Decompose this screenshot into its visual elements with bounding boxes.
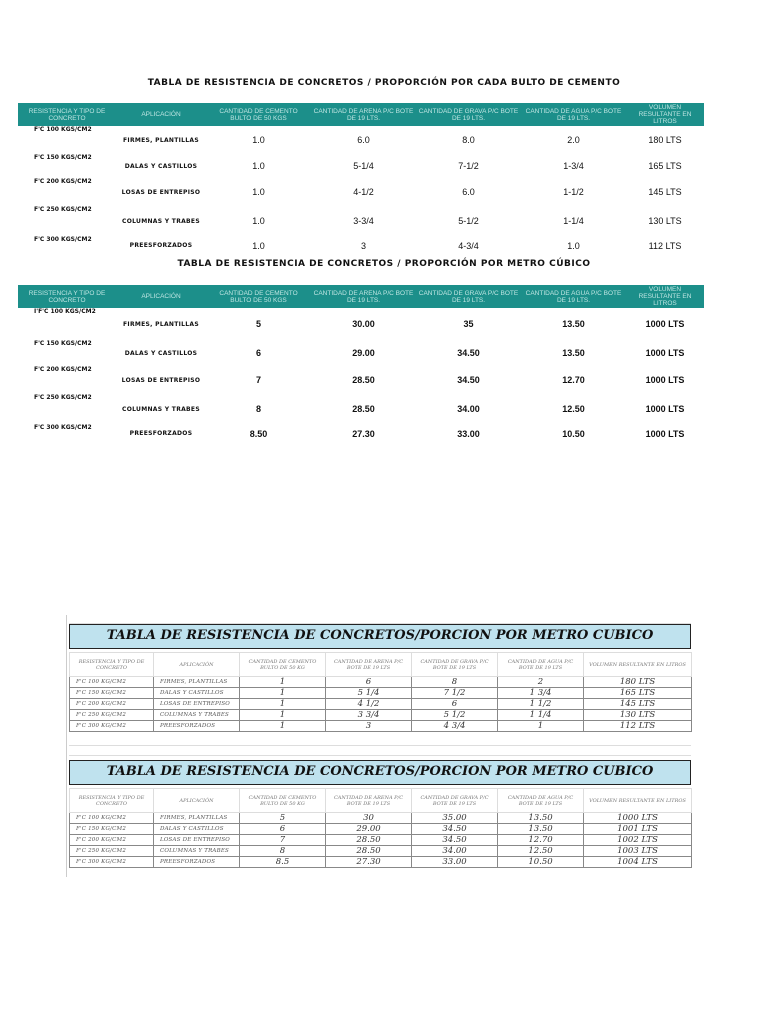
sheet-row [70, 835, 692, 846]
sheet-resistance-cell: F'C 300 KG/CM2 [70, 857, 154, 868]
volume-cell: 1000 LTS [645, 428, 685, 439]
sheet-resistance-cell: F'C 150 KG/CM2 [70, 688, 154, 699]
sheet1-title: TABLA DE RESISTENCIA DE CONCRETOS/PORCION POR METRO CUBICO [69, 624, 691, 649]
sheet-application-cell: PREESFORZADOS [154, 857, 240, 868]
table-row [18, 178, 704, 206]
sheet-row [70, 688, 692, 699]
sheet2-table [69, 788, 692, 868]
sheet-sand-cell: 6 [326, 677, 412, 688]
sheet-header-agua: CANTIDAD DE AGUA P/C BOTE DE 19 LTS [498, 653, 584, 677]
cement-cell: 1.0 [252, 187, 265, 197]
sheet-water-cell: 10.50 [498, 857, 584, 868]
sheet-header-volumen: VOLUMEN RESULTANTE EN LITROS [584, 789, 692, 813]
sheet-gravel-cell: 34.50 [412, 824, 498, 835]
sheet-gravel-cell: 6 [412, 699, 498, 710]
cement-cell: 1.0 [252, 135, 265, 145]
sheet-row [70, 699, 692, 710]
sheet-volume-cell: 130 LTS [584, 710, 692, 721]
sheet-application-cell: DALAS Y CASTILLOS [154, 688, 240, 699]
sheet-header-arena: CANTIDAD DE ARENA P/C BOTE DE 19 LTS [326, 653, 412, 677]
proportion-per-bag-table [18, 103, 704, 255]
sheet-water-cell: 1 3/4 [498, 688, 584, 699]
sheet-cement-cell: 1 [240, 699, 326, 710]
sheet-header-volumen: VOLUMEN RESULTANTE EN LITROS [584, 653, 692, 677]
sheet-header-agua: CANTIDAD DE AGUA P/C BOTE DE 19 LTS [498, 789, 584, 813]
sheet-resistance-cell: F'C 200 KG/CM2 [70, 699, 154, 710]
application-cell: COLUMNAS Y TRABES [122, 405, 200, 413]
sheet-application-cell: FIRMES, PLANTILLAS [154, 677, 240, 688]
table2-title: TABLA DE RESISTENCIA DE CONCRETOS / PROPORCIÓN POR METRO CÚBICO [177, 259, 591, 269]
table-row [18, 154, 704, 178]
sheet-gravel-cell: 34.50 [412, 835, 498, 846]
sheet-sand-cell: 28.50 [326, 846, 412, 857]
gravel-cell: 8.0 [462, 135, 475, 145]
volume-cell: 165 LTS [648, 161, 682, 171]
table-row [18, 236, 704, 255]
sheet-sand-cell: 4 1/2 [326, 699, 412, 710]
sheet1-table [69, 652, 692, 732]
application-cell: LOSAS DE ENTREPISO [121, 376, 201, 384]
header-volumen: VOLUMEN RESULTANTE EN LITROS [626, 103, 704, 126]
application-cell: COLUMNAS Y TRABES [122, 217, 200, 225]
application-cell: LOSAS DE ENTREPISO [121, 188, 201, 196]
sheet-cement-cell: 1 [240, 721, 326, 732]
sheet-sand-cell: 29.00 [326, 824, 412, 835]
header-arena: CANTIDAD DE ARENA P/C BOTE DE 19 LTS. [311, 103, 416, 126]
gravel-cell: 35 [463, 319, 474, 329]
sheet-resistance-cell: F'C 250 KG/CM2 [70, 710, 154, 721]
gravel-cell: 6.0 [462, 187, 475, 197]
cement-cell: 1.0 [252, 240, 265, 251]
resistance-cell: F'C 300 KGS/CM2 [34, 424, 92, 431]
sheet-row [70, 710, 692, 721]
sheet-volume-cell: 145 LTS [584, 699, 692, 710]
sand-cell: 27.30 [352, 428, 375, 439]
cement-cell: 6 [255, 348, 261, 358]
header-cemento: CANTIDAD DE CEMENTO BULTO DE 50 KGS [206, 103, 311, 126]
application-cell: DALAS Y CASTILLOS [124, 162, 198, 170]
resistance-cell: F'C 200 KGS/CM2 [34, 366, 92, 373]
sand-cell: 4-1/2 [353, 187, 374, 197]
sheet-water-cell: 12.70 [498, 835, 584, 846]
sheet-water-cell: 1 1/4 [498, 710, 584, 721]
table-header-row [18, 103, 704, 126]
sand-cell: 5-1/4 [353, 161, 374, 171]
resistance-cell: F'C 250 KGS/CM2 [34, 206, 92, 213]
water-cell: 13.50 [562, 348, 585, 358]
sand-cell: 29.00 [352, 348, 375, 358]
sheet-resistance-cell: F'C 100 KG/CM2 [70, 677, 154, 688]
gravel-cell: 7-1/2 [458, 161, 479, 171]
sheet-volume-cell: 1003 LTS [584, 846, 692, 857]
sheet-row [70, 813, 692, 824]
sheet-gravel-cell: 5 1/2 [412, 710, 498, 721]
sheet-application-cell: FIRMES, PLANTILLAS [154, 813, 240, 824]
table-row [18, 366, 704, 394]
sheet-volume-cell: 1001 LTS [584, 824, 692, 835]
sand-cell: 30.00 [352, 319, 375, 329]
header-agua: CANTIDAD DE AGUA P/C BOTE DE 19 LTS. [521, 285, 626, 308]
sheet-resistance-cell: F'C 150 KG/CM2 [70, 824, 154, 835]
proportion-per-cubic-meter-table [18, 285, 704, 443]
table-row [18, 394, 704, 424]
water-cell: 1.0 [567, 240, 580, 251]
volume-cell: 1000 LTS [645, 348, 685, 358]
sheet-water-cell: 2 [498, 677, 584, 688]
volume-cell: 130 LTS [648, 216, 682, 226]
sand-cell: 3 [360, 240, 366, 251]
sheet-header-row [70, 789, 692, 813]
sheet-resistance-cell: F'C 100 KG/CM2 [70, 813, 154, 824]
cement-cell: 8.50 [249, 428, 268, 439]
header-agua: CANTIDAD DE AGUA P/C BOTE DE 19 LTS. [521, 103, 626, 126]
sheet-resistance-cell: F'C 250 KG/CM2 [70, 846, 154, 857]
sheet-header-aplicacion: APLICACIÓN [154, 789, 240, 813]
sheet-sand-cell: 27.30 [326, 857, 412, 868]
sand-cell: 28.50 [352, 404, 375, 414]
header-aplicacion: APLICACIÓN [116, 285, 206, 308]
header-grava: CANTIDAD DE GRAVA P/C BOTE DE 19 LTS. [416, 103, 521, 126]
water-cell: 13.50 [562, 319, 585, 329]
gravel-cell: 34.50 [457, 375, 480, 385]
cement-cell: 1.0 [252, 216, 265, 226]
resistance-cell: F'C 100 KGS/CM2 [34, 126, 92, 133]
resistance-cell: F'C 200 KGS/CM2 [34, 178, 92, 185]
sheet-row [70, 824, 692, 835]
water-cell: 12.70 [562, 375, 585, 385]
gravel-cell: 4-3/4 [458, 240, 479, 251]
sheet-volume-cell: 1002 LTS [584, 835, 692, 846]
table-row [18, 126, 704, 154]
table-header-row [18, 285, 704, 308]
sheet-sand-cell: 5 1/4 [326, 688, 412, 699]
sheet-gravel-cell: 33.00 [412, 857, 498, 868]
cement-cell: 5 [255, 319, 261, 329]
sheet-gravel-cell: 34.00 [412, 846, 498, 857]
sheet-volume-cell: 1004 LTS [584, 857, 692, 868]
sheet-application-cell: COLUMNAS Y TRABES [154, 846, 240, 857]
header-resistencia: RESISTENCIA Y TIPO DE CONCRETO [18, 285, 116, 308]
sheet-gravel-cell: 35.00 [412, 813, 498, 824]
sheet-sand-cell: 3 3/4 [326, 710, 412, 721]
sheet-row [70, 721, 692, 732]
sand-cell: 28.50 [352, 375, 375, 385]
table-row [18, 308, 704, 340]
sheet-header-cemento: CANTIDAD DE CEMENTO BULTO DE 50 KG [240, 789, 326, 813]
header-grava: CANTIDAD DE GRAVA P/C BOTE DE 19 LTS. [416, 285, 521, 308]
sheet-water-cell: 1 1/2 [498, 699, 584, 710]
volume-cell: 180 LTS [648, 135, 682, 145]
gravel-cell: 5-1/2 [458, 216, 479, 226]
sheet-sand-cell: 3 [326, 721, 412, 732]
sheet-header-grava: CANTIDAD DE GRAVA P/C BOTE DE 19 LTS [412, 653, 498, 677]
header-resistencia: RESISTENCIA Y TIPO DE CONCRETO [18, 103, 116, 126]
sheet-cement-cell: 5 [240, 813, 326, 824]
resistance-cell: F'C 250 KGS/CM2 [34, 394, 92, 401]
gravel-cell: 33.00 [457, 428, 480, 439]
table1-title: TABLA DE RESISTENCIA DE CONCRETOS / PROPORCIÓN POR CADA BULTO DE CEMENTO [147, 78, 621, 88]
sheet-header-grava: CANTIDAD DE GRAVA P/C BOTE DE 19 LTS [412, 789, 498, 813]
cement-cell: 1.0 [252, 161, 265, 171]
sheet-row [70, 677, 692, 688]
sheet-cement-cell: 1 [240, 677, 326, 688]
sheet-application-cell: LOSAS DE ENTREPISO [154, 835, 240, 846]
sheet-cement-cell: 8 [240, 846, 326, 857]
water-cell: 1-3/4 [563, 161, 584, 171]
gravel-cell: 34.50 [457, 348, 480, 358]
sheet-volume-cell: 112 LTS [584, 721, 692, 732]
sheet-volume-cell: 180 LTS [584, 677, 692, 688]
water-cell: 2.0 [567, 135, 580, 145]
sheet-application-cell: PREESFORZADOS [154, 721, 240, 732]
sheet-application-cell: COLUMNAS Y TRABES [154, 710, 240, 721]
sheet-cement-cell: 8.5 [240, 857, 326, 868]
sheet-water-cell: 12.50 [498, 846, 584, 857]
cement-cell: 7 [255, 375, 261, 385]
sheet-volume-cell: 1000 LTS [584, 813, 692, 824]
volume-cell: 1000 LTS [645, 404, 685, 414]
sheet-header-resistencia: RESISTENCIA Y TIPO DE CONCRETO [70, 653, 154, 677]
sheet-cement-cell: 7 [240, 835, 326, 846]
sheet-resistance-cell: F'C 200 KG/CM2 [70, 835, 154, 846]
resistance-cell: F'C 300 KGS/CM2 [34, 236, 92, 243]
resistance-cell: F'C 150 KGS/CM2 [34, 154, 92, 161]
sheet-row [70, 846, 692, 857]
application-cell: PREESFORZADOS [129, 430, 193, 437]
application-cell: FIRMES, PLANTILLAS [123, 320, 199, 328]
application-cell: DALAS Y CASTILLOS [124, 349, 198, 357]
cement-cell: 8 [255, 404, 261, 414]
water-cell: 12.50 [562, 404, 585, 414]
sheet-application-cell: LOSAS DE ENTREPISO [154, 699, 240, 710]
sheet-header-row [70, 653, 692, 677]
sheet-cement-cell: 1 [240, 710, 326, 721]
sheet-header-arena: CANTIDAD DE ARENA P/C BOTE DE 19 LTS [326, 789, 412, 813]
sheet-gravel-cell: 4 3/4 [412, 721, 498, 732]
application-cell: PREESFORZADOS [129, 242, 193, 249]
table-row [18, 206, 704, 236]
table-row [18, 340, 704, 366]
resistance-cell: F'C 150 KGS/CM2 [34, 340, 92, 347]
water-cell: 10.50 [562, 428, 585, 439]
volume-cell: 112 LTS [648, 240, 682, 251]
sheet-water-cell: 13.50 [498, 824, 584, 835]
header-cemento: CANTIDAD DE CEMENTO BULTO DE 50 KGS [206, 285, 311, 308]
sand-cell: 6.0 [357, 135, 370, 145]
application-cell: FIRMES, PLANTILLAS [123, 136, 199, 144]
sheet-gravel-cell: 8 [412, 677, 498, 688]
sheet-sand-cell: 30 [326, 813, 412, 824]
header-volumen: VOLUMEN RESULTANTE EN LITROS [626, 285, 704, 308]
header-arena: CANTIDAD DE ARENA P/C BOTE DE 19 LTS. [311, 285, 416, 308]
spreadsheet-image [66, 615, 692, 877]
sheet-gravel-cell: 7 1/2 [412, 688, 498, 699]
header-aplicacion: APLICACIÓN [116, 103, 206, 126]
sheet-cement-cell: 6 [240, 824, 326, 835]
table-row [18, 424, 704, 443]
sheet-application-cell: DALAS Y CASTILLOS [154, 824, 240, 835]
volume-cell: 145 LTS [648, 187, 682, 197]
sheet-sand-cell: 28.50 [326, 835, 412, 846]
sheet-header-cemento: CANTIDAD DE CEMENTO BULTO DE 50 KG [240, 653, 326, 677]
water-cell: 1-1/4 [563, 216, 584, 226]
sheet-cement-cell: 1 [240, 688, 326, 699]
sheet-water-cell: 13.50 [498, 813, 584, 824]
resistance-cell: I'F'C 100 KGS/CM2 [34, 308, 96, 315]
sheet-resistance-cell: F'C 300 KG/CM2 [70, 721, 154, 732]
sheet2-title: TABLA DE RESISTENCIA DE CONCRETOS/PORCION POR METRO CUBICO [69, 760, 691, 785]
sheet-volume-cell: 165 LTS [584, 688, 692, 699]
sheet-row [70, 857, 692, 868]
volume-cell: 1000 LTS [645, 319, 685, 329]
water-cell: 1-1/2 [563, 187, 584, 197]
gravel-cell: 34.00 [457, 404, 480, 414]
sheet-header-aplicacion: APLICACIÓN [154, 653, 240, 677]
sheet-water-cell: 1 [498, 721, 584, 732]
volume-cell: 1000 LTS [645, 375, 685, 385]
sand-cell: 3-3/4 [353, 216, 374, 226]
sheet-header-resistencia: RESISTENCIA Y TIPO DE CONCRETO [70, 789, 154, 813]
